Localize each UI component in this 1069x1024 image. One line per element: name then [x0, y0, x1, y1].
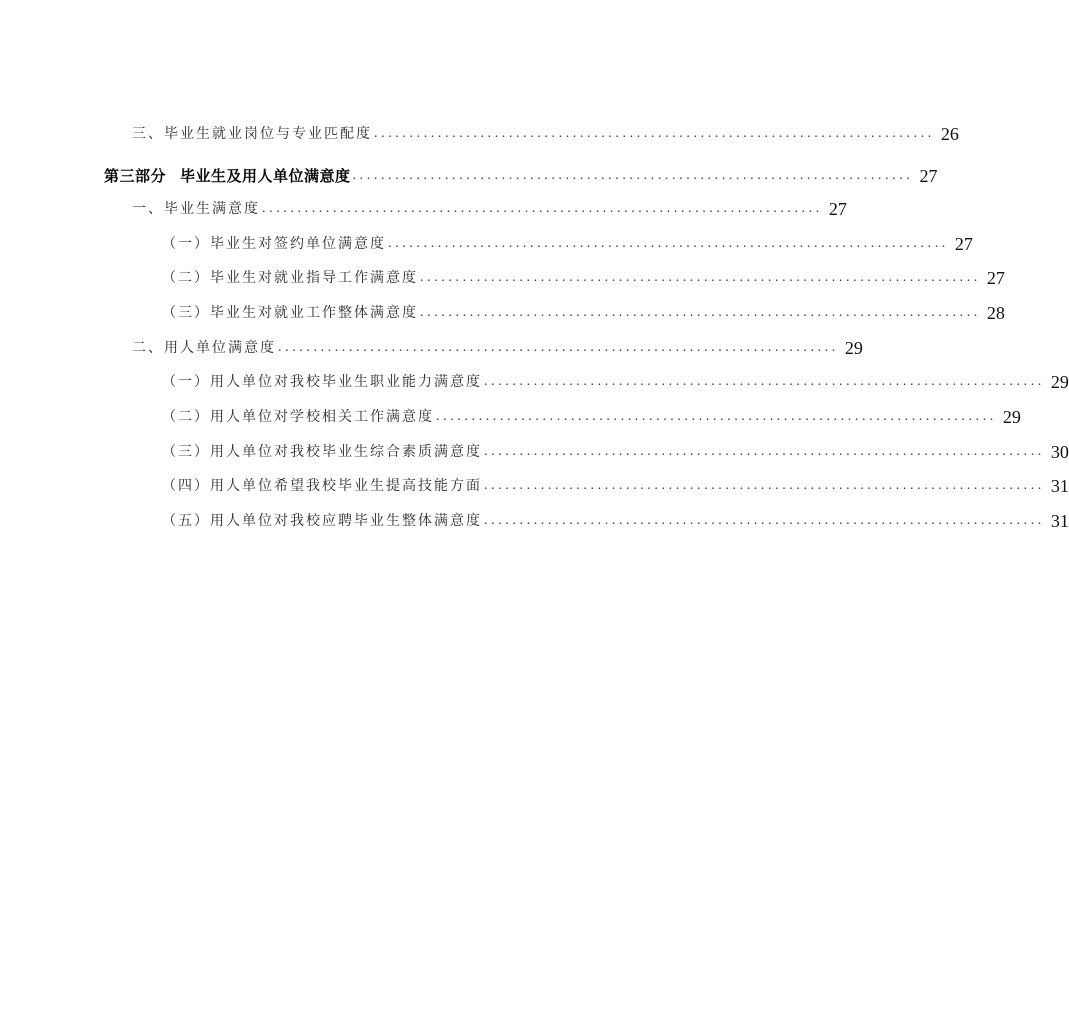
- toc-entry-page: 28: [986, 303, 1005, 323]
- toc-entry[interactable]: [162, 366, 1069, 392]
- toc-entry-page: 26: [940, 124, 959, 144]
- toc-entry[interactable]: [162, 470, 1069, 496]
- toc-entry-title: 一、毕业生满意度: [132, 201, 260, 217]
- toc-entry-title: （三）用人单位对我校毕业生综合素质满意度: [162, 444, 482, 460]
- toc-entry-page: 27: [954, 234, 973, 254]
- toc-entry[interactable]: [162, 436, 1069, 462]
- toc-entry-page: 29: [844, 338, 863, 358]
- toc-leader-dots: ...............................................................................: [262, 201, 823, 216]
- toc-entry-page: 27: [828, 199, 847, 219]
- toc-entry-title: 毕业生及用人单位满意度: [180, 167, 351, 185]
- toc-leader-dots: ...............................................................................: [374, 126, 935, 141]
- toc-entry-page: 30: [1050, 442, 1069, 462]
- toc-leader-dots: ...............................................................................: [352, 168, 914, 183]
- toc-entry-page: 27: [986, 268, 1005, 288]
- toc-entry[interactable]: [162, 262, 1005, 288]
- toc-entry-page: 31: [1050, 511, 1069, 531]
- toc-entry[interactable]: [162, 401, 1021, 427]
- toc-entry-page: 29: [1050, 372, 1069, 392]
- toc-leader-dots: ...............................................................................: [278, 340, 839, 355]
- toc-leader-dots: ...............................................................................: [388, 236, 949, 251]
- toc-entry-page: 29: [1002, 407, 1021, 427]
- toc-part-label: 第三部分: [104, 167, 167, 185]
- toc-entry[interactable]: [132, 118, 959, 144]
- toc-leader-dots: ...............................................................................: [436, 409, 997, 424]
- toc-entry[interactable]: [162, 505, 1069, 531]
- toc-entry-title: 三、毕业生就业岗位与专业匹配度: [132, 126, 372, 142]
- toc-entry-page: 31: [1050, 476, 1069, 496]
- toc-entry[interactable]: [132, 332, 863, 358]
- toc-leader-dots: ...............................................................................: [484, 513, 1045, 528]
- toc-entry-title: （三）毕业生对就业工作整体满意度: [162, 305, 418, 321]
- toc-leader-dots: ...............................................................................: [484, 444, 1045, 459]
- toc-entry-title: （二）毕业生对就业指导工作满意度: [162, 270, 418, 286]
- toc-entry-page: 27: [919, 166, 938, 186]
- toc-entry-title: （二）用人单位对学校相关工作满意度: [162, 409, 434, 425]
- toc-entry[interactable]: [162, 228, 973, 254]
- toc-leader-dots: ...............................................................................: [420, 305, 981, 320]
- toc-part-entry[interactable]: [104, 160, 938, 186]
- toc-leader-dots: ...............................................................................: [420, 270, 981, 285]
- toc-leader-dots: ...............................................................................: [484, 374, 1045, 389]
- toc-entry-title: 二、用人单位满意度: [132, 340, 276, 356]
- toc-part-heading: [104, 166, 351, 186]
- toc-entry[interactable]: [132, 193, 847, 219]
- toc-leader-dots: ...............................................................................: [484, 478, 1045, 493]
- toc-entry-title: （一）用人单位对我校毕业生职业能力满意度: [162, 374, 482, 390]
- toc-entry-title: （五）用人单位对我校应聘毕业生整体满意度: [162, 513, 482, 529]
- toc-entry[interactable]: [162, 297, 1005, 323]
- toc-entry-title: （一）毕业生对签约单位满意度: [162, 236, 386, 252]
- toc-entry-title: （四）用人单位希望我校毕业生提高技能方面: [162, 478, 482, 494]
